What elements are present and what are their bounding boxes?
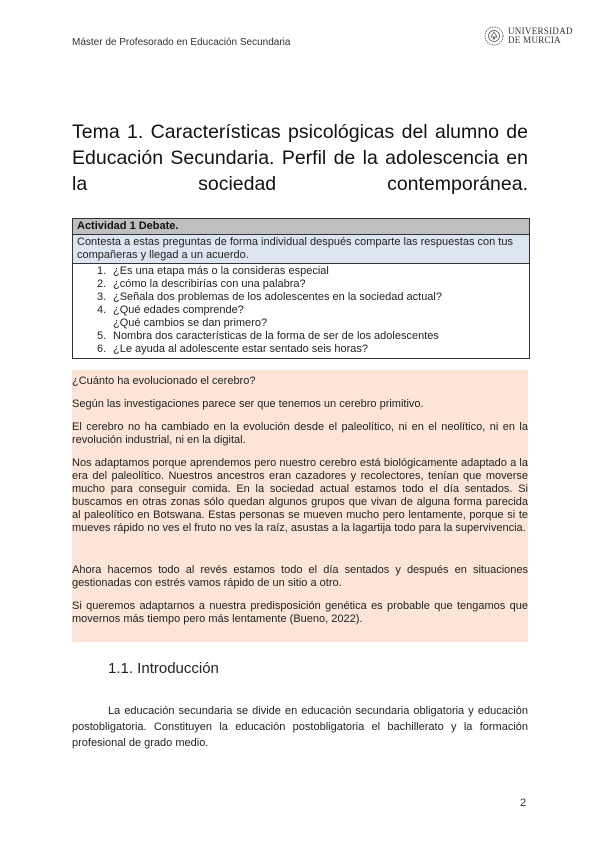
activity-heading: Actividad 1 Debate. bbox=[73, 219, 529, 235]
highlight-question: ¿Cuánto ha evolucionado el cerebro? bbox=[72, 375, 256, 387]
question-number: 4. bbox=[97, 304, 107, 316]
university-logo bbox=[484, 24, 584, 48]
highlight-paragraph: Si queremos adaptarnos a nuestra predisposición genética es probable que tengamos que movernos más tiempo pero más lentamente (Bueno, 2022). bbox=[72, 600, 528, 625]
question-number: 1. bbox=[97, 265, 107, 277]
question-item bbox=[97, 330, 525, 343]
question-text: Nombra dos características de la forma de ser de los adolescentes bbox=[113, 330, 439, 342]
section-heading: 1.1. Introducción bbox=[108, 660, 219, 677]
activity-instructions: Contesta a estas preguntas de forma individual después comparte las respuestas con tus compañeras y llegad a un acuerdo. bbox=[73, 235, 529, 264]
question-text: ¿Es una etapa más o la consideras especial bbox=[113, 265, 329, 277]
logo-line-1: UNIVERSIDAD bbox=[508, 26, 573, 36]
question-list bbox=[73, 264, 529, 358]
question-item bbox=[97, 278, 525, 291]
question-number: 5. bbox=[97, 330, 107, 342]
question-subtext: ¿Qué cambios se dan primero? bbox=[113, 317, 268, 329]
chapter-title: Tema 1. Características psicológicas del alumno de Educación Secundaria. Perfil de la adolescencia en la sociedad contemporánea. bbox=[72, 121, 528, 195]
question-text: ¿Señala dos problemas de los adolescentes en la sociedad actual? bbox=[113, 291, 442, 303]
page-number: 2 bbox=[520, 797, 527, 809]
question-item bbox=[97, 343, 525, 356]
question-item bbox=[97, 304, 525, 330]
question-text: ¿cómo la describirías con una palabra? bbox=[113, 278, 306, 290]
university-name bbox=[508, 27, 573, 45]
university-seal-icon bbox=[484, 26, 504, 46]
question-text: ¿Qué edades comprende? bbox=[113, 304, 244, 316]
highlight-paragraph: Nos adaptamos porque aprendemos pero nuestro cerebro está biológicamente adaptado a la era del paleolítico. Nuestros ancestros eran cazadores y recolectores, tenían que moverse mucho para conseguir comida. En la sociedad actual estamos todo el día sentados. Si buscamos en otras zonas sólo quedan algunos grupos que vivan de alguna forma parecida al paleolítico en Botswana. Estas personas se mueven mucho pero lentamente, porque si te mueves rápido no ves el fruto no ves la raíz, asustas a la lagartija todo para la supervivencia. bbox=[72, 457, 528, 534]
question-number: 6. bbox=[97, 343, 107, 355]
highlight-paragraph: Ahora hacemos todo al revés estamos todo el día sentados y después en situaciones gestionadas con estrés vamos rápido de un sitio a otro. bbox=[72, 564, 528, 589]
highlight-paragraph: Según las investigaciones parece ser que tenemos un cerebro primitivo. bbox=[72, 398, 424, 410]
highlight-block bbox=[72, 370, 528, 642]
question-number: 2. bbox=[97, 278, 107, 290]
section-body: La educación secundaria se divide en educación secundaria obligatoria y educación postobligatoria. Constituyen la educación postobligatoria el bachillerato y la formación profesional de grado medio. bbox=[72, 705, 528, 749]
question-item bbox=[97, 291, 525, 304]
activity-box bbox=[72, 218, 530, 359]
highlight-paragraph: El cerebro no ha cambiado en la evolución desde el paleolítico, ni en el neolítico, ni en la revolución industrial, ni en la digital. bbox=[72, 421, 528, 446]
question-number: 3. bbox=[97, 291, 107, 303]
logo-line-2: DE MURCIA bbox=[508, 35, 561, 45]
question-text: ¿Le ayuda al adolescente estar sentado seis horas? bbox=[113, 343, 368, 355]
running-header: Máster de Profesorado en Educación Secundaria bbox=[72, 37, 291, 48]
question-item bbox=[97, 265, 525, 278]
